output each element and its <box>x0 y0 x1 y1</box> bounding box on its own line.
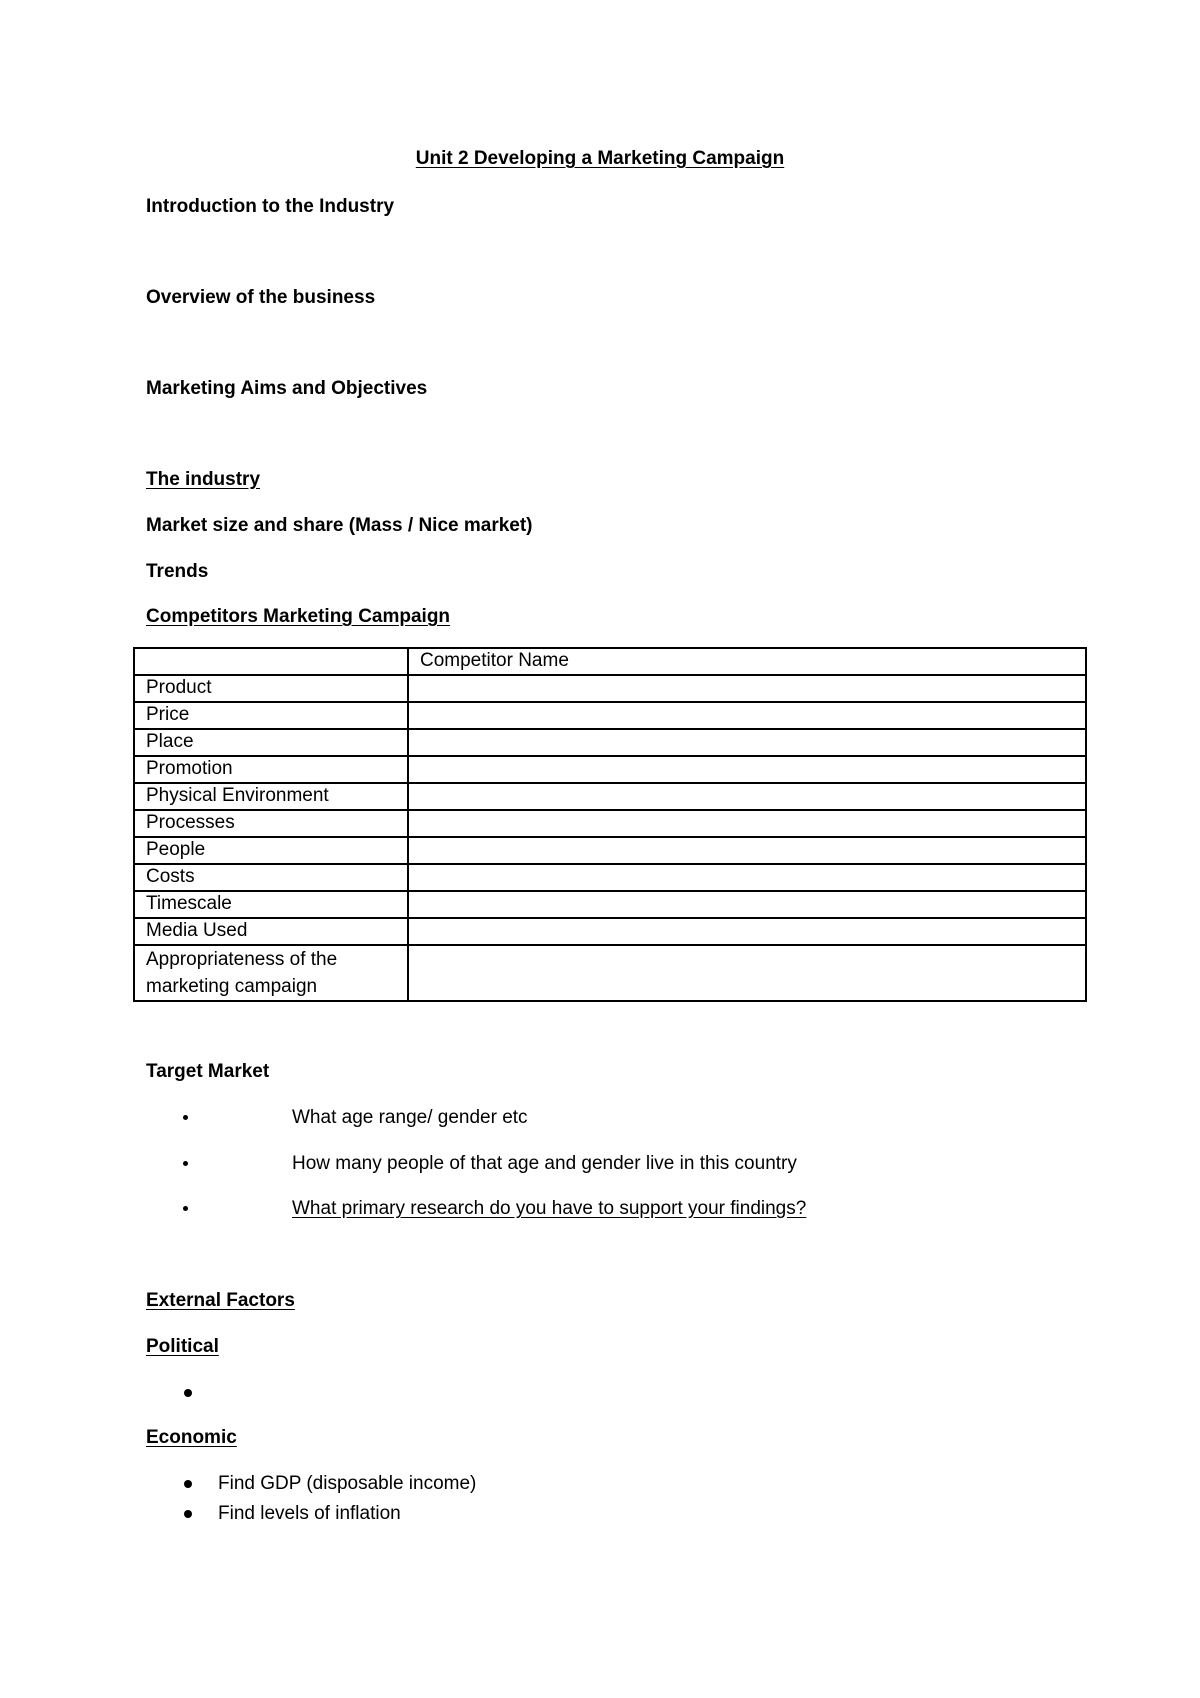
row-label: Timescale <box>134 891 408 918</box>
table-header-blank <box>134 648 408 675</box>
row-cell[interactable] <box>408 837 1086 864</box>
heading-industry: The industry <box>146 469 261 490</box>
heading-trends: Trends <box>146 561 209 582</box>
table-row <box>134 945 1086 1001</box>
heading-intro: Introduction to the Industry <box>146 196 395 217</box>
table-row <box>134 756 1086 783</box>
table-row <box>134 675 1086 702</box>
row-label-line2: marketing campaign <box>146 976 318 997</box>
row-label: Promotion <box>134 756 408 783</box>
list-item-text: What age range/ gender etc <box>292 1107 528 1128</box>
heading-political: Political <box>146 1336 219 1357</box>
bullet-icon <box>183 1197 188 1221</box>
list-item-text: Find GDP (disposable income) <box>218 1473 477 1494</box>
row-label: Processes <box>134 810 408 837</box>
list-item-text: What primary research do you have to support your findings? <box>292 1198 807 1219</box>
table-row <box>134 864 1086 891</box>
row-cell[interactable] <box>408 702 1086 729</box>
table-header-row <box>134 648 1086 675</box>
table-row <box>134 702 1086 729</box>
bullet-icon <box>184 1472 192 1496</box>
row-cell[interactable] <box>408 810 1086 837</box>
row-label: Physical Environment <box>134 783 408 810</box>
bullet-icon <box>183 1106 188 1130</box>
row-label: Product <box>134 675 408 702</box>
row-cell[interactable] <box>408 945 1086 1001</box>
heading-overview: Overview of the business <box>146 287 376 308</box>
table-header-competitor: Competitor Name <box>408 648 1086 675</box>
row-cell[interactable] <box>408 783 1086 810</box>
heading-external-factors: External Factors <box>146 1290 295 1311</box>
row-cell[interactable] <box>408 918 1086 945</box>
table-row <box>134 729 1086 756</box>
heading-market-size: Market size and share (Mass / Nice market) <box>146 515 533 536</box>
row-label-appropriateness <box>134 945 408 1001</box>
row-cell[interactable] <box>408 675 1086 702</box>
table-row <box>134 891 1086 918</box>
heading-economic: Economic <box>146 1427 237 1448</box>
list-item-text: How many people of that age and gender live in this country <box>292 1153 797 1174</box>
row-label: Costs <box>134 864 408 891</box>
row-label: Price <box>134 702 408 729</box>
table-row <box>134 783 1086 810</box>
competitor-table <box>133 647 1087 1002</box>
bullet-icon <box>184 1502 192 1526</box>
row-cell[interactable] <box>408 891 1086 918</box>
heading-target-market: Target Market <box>146 1061 270 1082</box>
row-label-line1: Appropriateness of the <box>146 949 338 970</box>
row-label: People <box>134 837 408 864</box>
row-cell[interactable] <box>408 864 1086 891</box>
table-row <box>134 810 1086 837</box>
heading-competitors: Competitors Marketing Campaign <box>146 606 451 627</box>
row-cell[interactable] <box>408 756 1086 783</box>
row-cell[interactable] <box>408 729 1086 756</box>
row-label: Media Used <box>134 918 408 945</box>
list-item-text: Find levels of inflation <box>218 1503 401 1524</box>
bullet-icon <box>184 1381 192 1405</box>
heading-aims: Marketing Aims and Objectives <box>146 378 428 399</box>
table-row <box>134 918 1086 945</box>
document-title: Unit 2 Developing a Marketing Campaign <box>415 148 785 169</box>
table-row <box>134 837 1086 864</box>
bullet-icon <box>183 1152 188 1176</box>
row-label: Place <box>134 729 408 756</box>
